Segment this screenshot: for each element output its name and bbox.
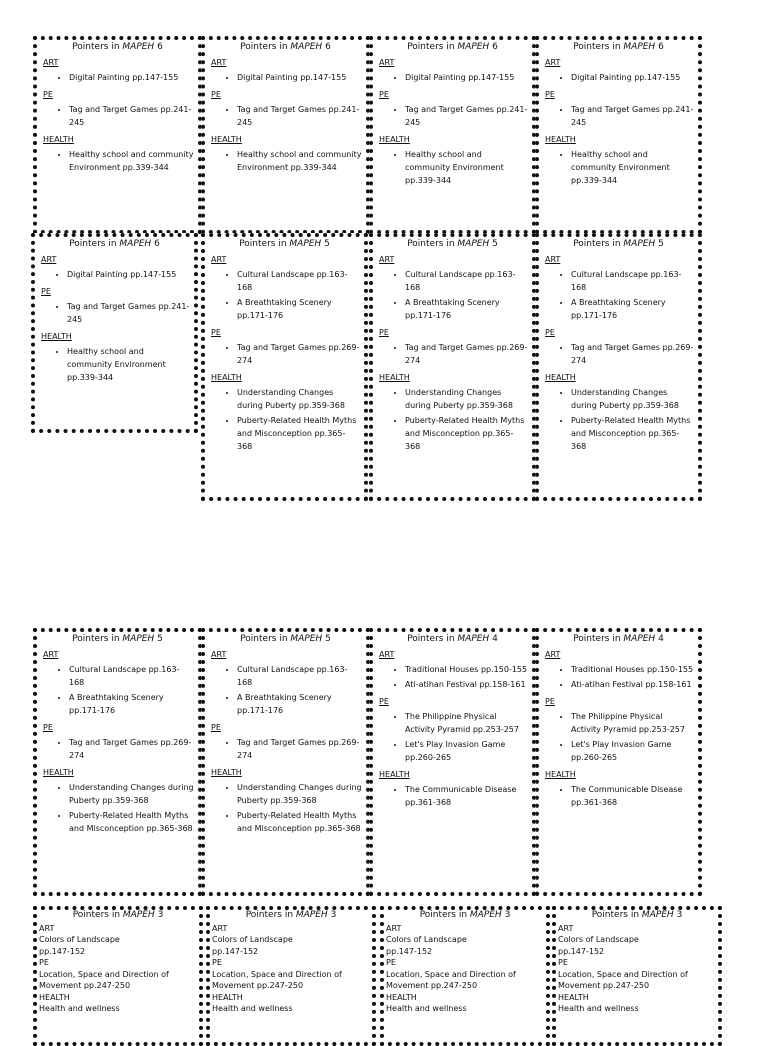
- list-item: • Healthy school and community Environment pp.339-344: [237, 148, 362, 174]
- health-heading: HEALTH: [545, 135, 576, 144]
- list-item: • Tag and Target Games pp.241-245: [237, 103, 362, 129]
- line: pp.147-152: [39, 946, 86, 956]
- list-item: • Tag and Target Games pp.241-245: [571, 103, 694, 129]
- health-heading: HEALTH: [43, 768, 74, 777]
- list-item: • The Philippine Physical Activity Pyramid pp.253-257: [405, 710, 528, 736]
- list-item: • The Communicable Disease pp.361-368: [405, 783, 528, 809]
- line: PE: [386, 958, 396, 967]
- list-item: • Tag and Target Games pp.241-245: [405, 103, 528, 129]
- line: Location, Space and Direction of Movement pp.247-250: [386, 969, 516, 990]
- card-grade4-1: [369, 628, 536, 896]
- line: Colors of Landscape: [212, 935, 293, 944]
- list-item: • Understanding Changes during Puberty pp.359-368: [405, 386, 528, 412]
- card-title: Pointers in MAPEH 5: [407, 239, 498, 249]
- list-item: • Traditional Houses pp.150-155: [571, 663, 694, 676]
- line: PE: [558, 958, 568, 967]
- health-heading: HEALTH: [379, 770, 410, 779]
- card-title: Pointers in MAPEH 5: [240, 634, 331, 644]
- line: Location, Space and Direction of Movement pp.247-250: [558, 969, 688, 990]
- pe-heading: PE: [41, 287, 51, 296]
- list-item: • Understanding Changes during Puberty pp.359-368: [237, 781, 362, 807]
- line: ART: [212, 923, 228, 933]
- pe-heading: PE: [545, 328, 555, 337]
- list-item: • Understanding Changes during Puberty pp.359-368: [237, 386, 360, 412]
- list-item: • Let's Play Invasion Game pp.260-265: [571, 738, 694, 764]
- line: pp.147-152: [212, 946, 259, 956]
- list-item: • Cultural Landscape pp.163-168: [405, 268, 528, 294]
- card-title: Pointers in MAPEH 3: [591, 910, 683, 920]
- list-item: • Puberty-Related Health Myths and Misconception pp.365-368: [405, 414, 528, 453]
- card-title: Pointers in MAPEH 6: [69, 239, 160, 249]
- card-title: Pointers in MAPEH 6: [407, 42, 498, 52]
- card-grade3-2: [206, 906, 376, 1046]
- list-item: • A Breathtaking Scenery pp.171-176: [405, 296, 528, 322]
- card-title: Pointers in MAPEH 3: [72, 910, 164, 920]
- card-title: Pointers in MAPEH 6: [573, 42, 664, 52]
- line: HEALTH: [558, 992, 589, 1002]
- list-item: • Puberty-Related Health Myths and Misconception pp.365-368: [571, 414, 694, 453]
- list-item: • Ati-atihan Festival pp.158-161: [571, 678, 694, 691]
- card-grade3-3: [380, 906, 550, 1046]
- list-item: • Tag and Target Games pp.241-245: [67, 300, 190, 326]
- list-item: • Puberty-Related Health Myths and Misconception pp.365-368: [69, 809, 194, 835]
- health-heading: HEALTH: [211, 135, 242, 144]
- art-heading: ART: [211, 650, 227, 659]
- list-item: • A Breathtaking Scenery pp.171-176: [69, 691, 194, 717]
- card-grade5-4: [33, 628, 202, 896]
- list-item: • Digital Painting pp.147-155: [405, 71, 528, 84]
- line: Health and wellness: [39, 1004, 120, 1013]
- art-heading: ART: [41, 255, 57, 264]
- pe-heading: PE: [211, 723, 221, 732]
- card-grade5-2: [369, 233, 536, 501]
- line: PE: [212, 958, 222, 967]
- list-item: • Ati-atihan Festival pp.158-161: [405, 678, 528, 691]
- art-heading: ART: [379, 255, 395, 264]
- art-heading: ART: [545, 650, 561, 659]
- art-heading: ART: [545, 255, 561, 264]
- health-heading: HEALTH: [43, 135, 74, 144]
- line: Colors of Landscape: [386, 935, 467, 944]
- line: Health and wellness: [212, 1004, 293, 1013]
- card-grade6-5: [31, 233, 198, 433]
- line: Location, Space and Direction of Movement pp.247-250: [212, 969, 342, 990]
- list-item: • Healthy school and community Environment pp.339-344: [69, 148, 194, 174]
- line: Health and wellness: [386, 1004, 467, 1013]
- health-heading: HEALTH: [41, 332, 72, 341]
- list-item: • A Breathtaking Scenery pp.171-176: [571, 296, 694, 322]
- list-item: • Let's Play Invasion Game pp.260-265: [405, 738, 528, 764]
- line: ART: [39, 923, 55, 933]
- pe-heading: PE: [43, 90, 53, 99]
- list-item: • Digital Painting pp.147-155: [67, 268, 190, 281]
- pe-heading: PE: [379, 697, 389, 706]
- card-title: Pointers in MAPEH 5: [72, 634, 163, 644]
- list-item: • Tag and Target Games pp.269-274: [405, 341, 528, 367]
- art-heading: ART: [545, 58, 561, 67]
- line: Colors of Landscape: [558, 935, 639, 944]
- list-item: • The Philippine Physical Activity Pyramid pp.253-257: [571, 710, 694, 736]
- card-grade6-2: [201, 36, 370, 234]
- art-heading: ART: [43, 650, 59, 659]
- list-item: • Tag and Target Games pp.241-245: [69, 103, 194, 129]
- card-title: Pointers in MAPEH 5: [573, 239, 664, 249]
- pe-heading: PE: [43, 723, 53, 732]
- art-heading: ART: [211, 255, 227, 264]
- card-title: Pointers in MAPEH 6: [240, 42, 331, 52]
- card-grade6-3: [369, 36, 536, 234]
- pe-heading: PE: [545, 90, 555, 99]
- card-grade6-4: [535, 36, 702, 234]
- line: HEALTH: [212, 992, 243, 1002]
- list-item: • Tag and Target Games pp.269-274: [237, 736, 362, 762]
- line: pp.147-152: [558, 946, 605, 956]
- card-title: Pointers in MAPEH 4: [407, 634, 498, 644]
- health-heading: HEALTH: [211, 373, 242, 382]
- line: Colors of Landscape: [39, 935, 120, 944]
- list-item: • Digital Painting pp.147-155: [237, 71, 362, 84]
- card-grade3-4: [552, 906, 722, 1046]
- list-item: • Digital Painting pp.147-155: [571, 71, 694, 84]
- list-item: • Tag and Target Games pp.269-274: [237, 341, 360, 367]
- line: ART: [558, 923, 574, 933]
- line: HEALTH: [39, 992, 70, 1002]
- card-title: Pointers in MAPEH 6: [72, 42, 163, 52]
- list-item: • Understanding Changes during Puberty pp.359-368: [69, 781, 194, 807]
- pe-heading: PE: [545, 697, 555, 706]
- list-item: • Puberty-Related Health Myths and Misconception pp.365-368: [237, 809, 362, 835]
- card-title: Pointers in MAPEH 3: [419, 910, 511, 920]
- health-heading: HEALTH: [379, 373, 410, 382]
- list-item: • Healthy school and community Environment pp.339-344: [571, 148, 694, 187]
- list-item: • A Breathtaking Scenery pp.171-176: [237, 691, 362, 717]
- card-grade4-2: [535, 628, 702, 896]
- pe-heading: PE: [379, 90, 389, 99]
- card-grade3-1: [33, 906, 203, 1046]
- card-title: Pointers in MAPEH 5: [239, 239, 330, 249]
- list-item: • The Communicable Disease pp.361-368: [571, 783, 694, 809]
- card-title: Pointers in MAPEH 3: [245, 910, 337, 920]
- list-item: • Cultural Landscape pp.163-168: [237, 663, 362, 689]
- health-heading: HEALTH: [545, 373, 576, 382]
- pe-heading: PE: [211, 328, 221, 337]
- list-item: • A Breathtaking Scenery pp.171-176: [237, 296, 360, 322]
- list-item: • Tag and Target Games pp.269-274: [571, 341, 694, 367]
- line: HEALTH: [386, 992, 417, 1002]
- list-item: • Cultural Landscape pp.163-168: [237, 268, 360, 294]
- card-grade6-1: [33, 36, 202, 234]
- list-item: • Digital Painting pp.147-155: [69, 71, 194, 84]
- pe-heading: PE: [211, 90, 221, 99]
- line: ART: [386, 923, 402, 933]
- list-item: • Traditional Houses pp.150-155: [405, 663, 528, 676]
- health-heading: HEALTH: [379, 135, 410, 144]
- pe-heading: PE: [379, 328, 389, 337]
- line: pp.147-152: [386, 946, 433, 956]
- art-heading: ART: [379, 58, 395, 67]
- art-heading: ART: [43, 58, 59, 67]
- list-item: • Puberty-Related Health Myths and Misconception pp.365-368: [237, 414, 360, 453]
- list-item: • Cultural Landscape pp.163-168: [571, 268, 694, 294]
- card-grade5-3: [535, 233, 702, 501]
- line: Health and wellness: [558, 1004, 639, 1013]
- card-grade5-5: [201, 628, 370, 896]
- list-item: • Healthy school and community Environment pp.339-344: [67, 345, 190, 384]
- list-item: • Understanding Changes during Puberty pp.359-368: [571, 386, 694, 412]
- list-item: • Tag and Target Games pp.269-274: [69, 736, 194, 762]
- health-heading: HEALTH: [211, 768, 242, 777]
- art-heading: ART: [211, 58, 227, 67]
- health-heading: HEALTH: [545, 770, 576, 779]
- list-item: • Cultural Landscape pp.163-168: [69, 663, 194, 689]
- list-item: • Healthy school and community Environment pp.339-344: [405, 148, 528, 187]
- line: PE: [39, 958, 49, 967]
- card-grade5-1: [201, 233, 368, 501]
- line: Location, Space and Direction of Movement pp.247-250: [39, 969, 169, 990]
- art-heading: ART: [379, 650, 395, 659]
- card-title: Pointers in MAPEH 4: [573, 634, 664, 644]
